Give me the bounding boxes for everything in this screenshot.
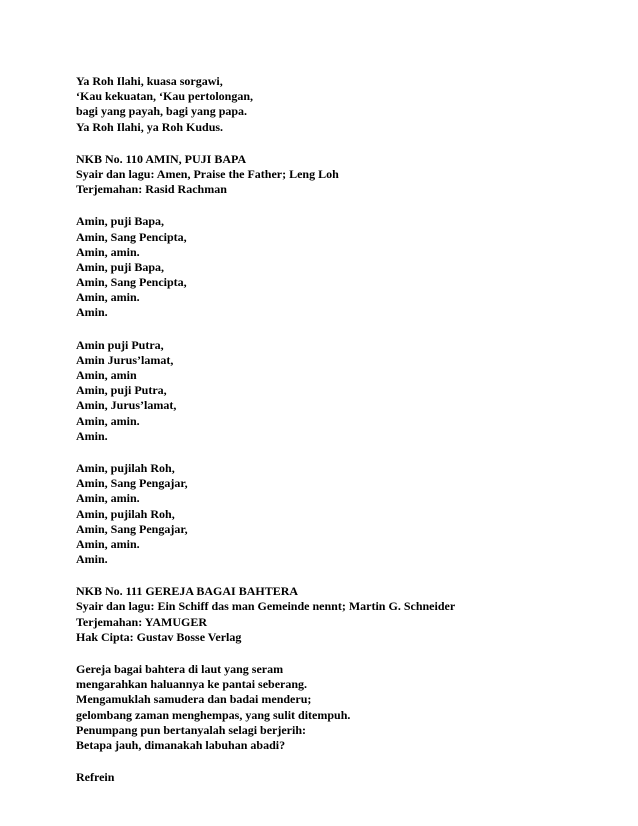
- hymn-translation: Terjemahan: Rasid Rachman: [76, 182, 227, 197]
- text-line: Amin, Sang Pengajar,: [76, 521, 188, 536]
- text-line: Amin, Sang Pencipta,: [76, 229, 187, 244]
- text-line: Amin, amin.: [76, 413, 140, 428]
- hymn-title: NKB No. 110 AMIN, PUJI BAPA: [76, 151, 247, 166]
- text-line: bagi yang payah, bagi yang papa.: [76, 104, 248, 119]
- refrain-label: Refrein: [76, 770, 115, 785]
- text-line: Mengamuklah samudera dan badai menderu;: [76, 692, 312, 707]
- hymn-copyright: Hak Cipta: Gustav Bosse Verlag: [76, 629, 242, 644]
- hymn-translation: Terjemahan: YAMUGER: [76, 614, 207, 629]
- text-line: mengarahkan haluannya ke pantai seberang.: [76, 677, 308, 692]
- text-line: Amin, amin: [76, 368, 137, 382]
- text-line: Amin, Sang Pengajar,: [76, 476, 188, 491]
- text-line: Amin, Sang Pencipta,: [76, 275, 187, 290]
- verse-amin-pujilah-roh: [76, 461, 616, 567]
- verse-ya-roh-ilahi: [76, 74, 616, 135]
- text-line: gelombang zaman menghempas, yang sulit ditempuh.: [76, 707, 351, 722]
- text-line: Amin.: [76, 305, 108, 320]
- text-line: Amin, puji Bapa,: [76, 259, 165, 274]
- refrain-heading: [76, 770, 616, 785]
- text-line: Ya Roh Ilahi, kuasa sorgawi,: [76, 74, 223, 88]
- text-line: Amin, amin.: [76, 491, 140, 506]
- text-line: Amin, amin.: [76, 244, 140, 259]
- verse-amin-puji-bapa: [76, 214, 616, 320]
- hymn-credit: Syair dan lagu: Ein Schiff das man Gemeinde nennt; Martin G. Schneider: [76, 599, 456, 614]
- text-line: Amin, puji Putra,: [76, 383, 167, 398]
- hymn-111-header: [76, 584, 616, 645]
- text-line: Amin, puji Bapa,: [76, 214, 165, 229]
- text-line: Amin Jurus’lamat,: [76, 352, 174, 367]
- hymn-110-header: [76, 152, 616, 198]
- text-line: Amin puji Putra,: [76, 337, 164, 352]
- text-line: Gereja bagai bahtera di laut yang seram: [76, 662, 284, 676]
- text-line: Ya Roh Ilahi, ya Roh Kudus.: [76, 119, 224, 134]
- verse-gereja-bagai-bahtera: [76, 662, 616, 753]
- text-line: Amin, pujilah Roh,: [76, 460, 175, 475]
- verse-amin-puji-putra: [76, 338, 616, 444]
- text-line: Betapa jauh, dimanakah labuhan abadi?: [76, 737, 286, 752]
- text-line: Amin.: [76, 428, 108, 443]
- text-line: Amin, amin.: [76, 536, 140, 551]
- hymn-title: NKB No. 111 GEREJA BAGAI BAHTERA: [76, 584, 299, 599]
- text-line: Amin.: [76, 552, 108, 567]
- text-line: Penumpang pun bertanyalah selagi berjerih:: [76, 722, 307, 737]
- text-line: Amin, amin.: [76, 290, 140, 305]
- hymn-credit: Syair dan lagu: Amen, Praise the Father; Leng Loh: [76, 166, 339, 181]
- text-line: Amin, Jurus’lamat,: [76, 398, 177, 413]
- text-line: ‘Kau kekuatan, ‘Kau pertolongan,: [76, 89, 254, 104]
- document-page: [76, 74, 616, 802]
- text-line: Amin, pujilah Roh,: [76, 506, 175, 521]
